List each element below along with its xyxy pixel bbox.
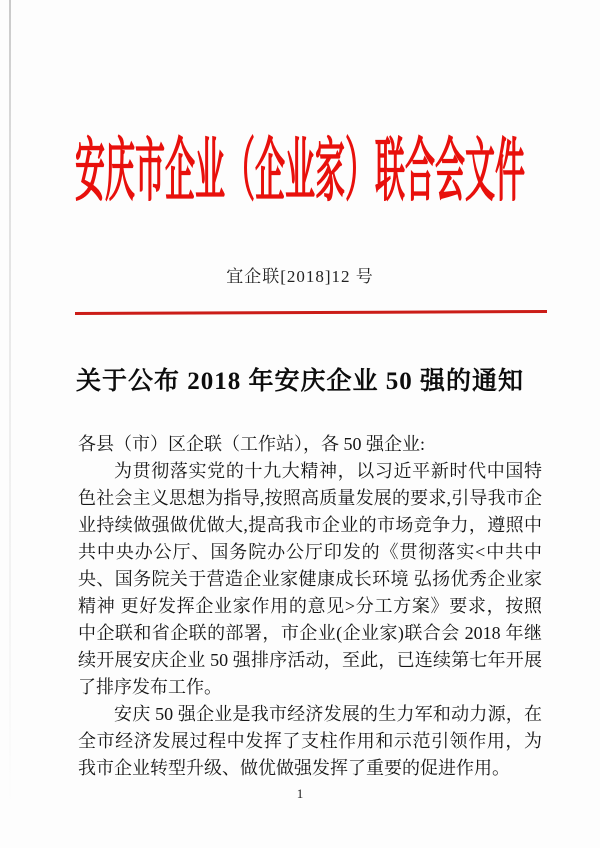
salutation: 各县（市）区企联（工作站），各 50 强企业:: [78, 434, 425, 454]
body-paragraph: 安庆 50 强企业是我市经济发展的生力军和动力源，在全市经济发展过程中发挥了支柱作用和示范引领作用，为我市企业转型升级、做优做强发挥了重要的促进作用。: [78, 704, 542, 778]
document-number: 宜企联[2018]12 号: [226, 267, 374, 286]
body-paragraph: 为贯彻落实党的十九大精神，以习近平新时代中国特色社会主义思想为指导,按照高质量发展的要求,引导我市企业持续做强做优做大,提高我市企业的市场竞争力，遵照中共中央办公厅、国务院办公厅印发的《贯彻落实<中共中央、国务院关于营造企业家健康成长环境 弘扬优秀企业家精神 更好发挥企业家作用的意见>分工方案》要求，按照中企联和省企联的部署，市企业(企业家)联合会 2018 年继续开展安庆企业 50 强排序活动，至此，已连续第七年开展了排序发布工作。: [78, 461, 542, 697]
document-title: 关于公布 2018 年安庆企业 50 强的通知: [75, 368, 524, 395]
letterhead: [0, 104, 600, 224]
page-number: 1: [296, 786, 304, 801]
document-body: [78, 431, 542, 782]
letterhead-divider-line: [75, 310, 547, 315]
letterhead-title: 安庆市企业（企业家）联合会文件: [75, 134, 525, 210]
